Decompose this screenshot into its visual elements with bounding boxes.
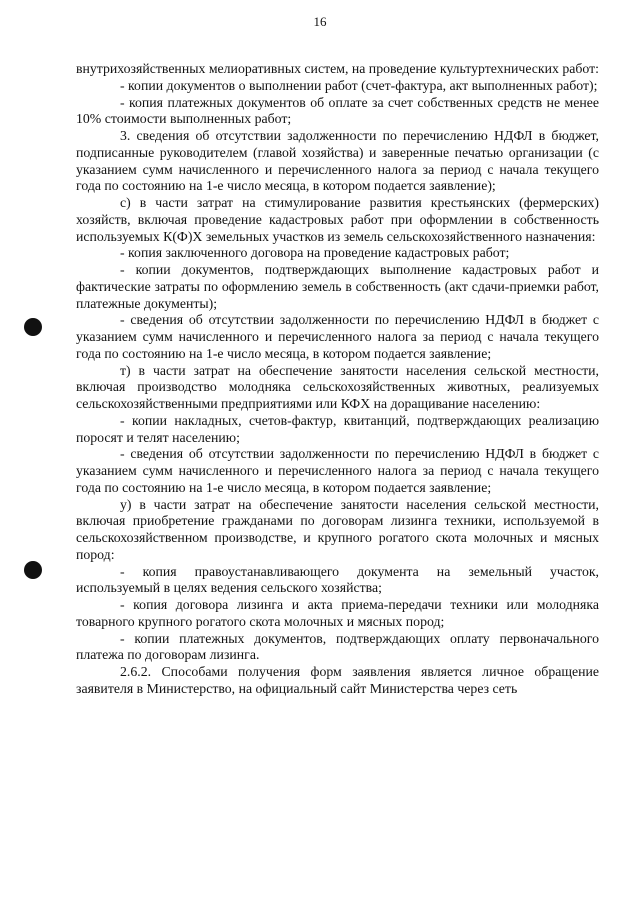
page-number: 16	[313, 14, 327, 29]
paragraph: с) в части затрат на стимулирование развития крестьянских (фермерских) хозяйств, включая проведение кадастровых работ при оформлении в собственность используемых К(Ф)Х земельных участков из земель сельскохозяйственного назначения:	[76, 195, 599, 244]
list-item: - копия заключенного договора на проведение кадастровых работ;	[120, 245, 510, 261]
list-item: - копии накладных, счетов-фактур, квитанций, подтверждающих реализацию поросят и телят населению;	[76, 412, 599, 445]
list-item: - сведения об отсутствии задолженности по перечислению НДФЛ в бюджет с указанием сумм начисленного и перечисленного налога за период с начала текущего года по состоянию на 1-е число месяца, в котором подается заявление;	[76, 446, 599, 495]
paragraph: т) в части затрат на обеспечение занятости населения сельской местности, включая производство молодняка сельскохозяйственных животных, реализуемых сельскохозяйственными предприятиями или КФХ на доращивание населению:	[76, 362, 599, 411]
list-item: - копии документов о выполнении работ (счет-фактура, акт выполненных работ);	[120, 77, 598, 93]
document-body	[76, 61, 599, 698]
paragraph: 3. сведения об отсутствии задолженности по перечислению НДФЛ в бюджет, подписанные руководителем (главой хозяйства) и заверенные печатью организации (с указанием сумм начисленного и перечисленного налога за период с начала текущего года по состоянию на 1-е число месяца, в котором подается заявление);	[76, 128, 599, 194]
paragraph: у) в части затрат на обеспечение занятости населения сельской местности, включая приобретение гражданами по договорам лизинга техники, используемой в сельскохозяйственном производстве, и крупного рогатого скота молочных и мясных пород:	[76, 496, 599, 562]
list-item: - копия договора лизинга и акта приема-передачи техники или молодняка товарного крупного рогатого скота молочных и мясных пород;	[76, 597, 599, 629]
punch-hole-bottom	[24, 561, 42, 579]
paragraph: 2.6.2. Способами получения форм заявления является личное обращение заявителя в Министерство, на официальный сайт Министерства через сеть	[76, 664, 599, 696]
list-item: - копия правоустанавливающего документа на земельный участок, используемый в целях ведения сельского хозяйства;	[76, 563, 599, 596]
list-item: - копии платежных документов, подтверждающих оплату первоначального платежа по договорам лизинга.	[76, 630, 599, 663]
punch-hole-top	[24, 318, 42, 336]
list-item: - сведения об отсутствии задолженности по перечислению НДФЛ в бюджет с указанием сумм начисленного и перечисленного налога за период с начала текущего года по состоянию на 1-е число месяца, в котором подается заявление;	[76, 312, 599, 361]
list-item: - копия платежных документов об оплате за счет собственных средств не менее 10% стоимости выполненных работ;	[76, 94, 599, 127]
paragraph: внутрихозяйственных мелиоративных систем, на проведение культуртехнических работ:	[76, 61, 599, 76]
list-item: - копии документов, подтверждающих выполнение кадастровых работ и фактические затраты по оформлению земель в собственность (акт сдачи-приемки работ, платежные документы);	[76, 262, 599, 311]
